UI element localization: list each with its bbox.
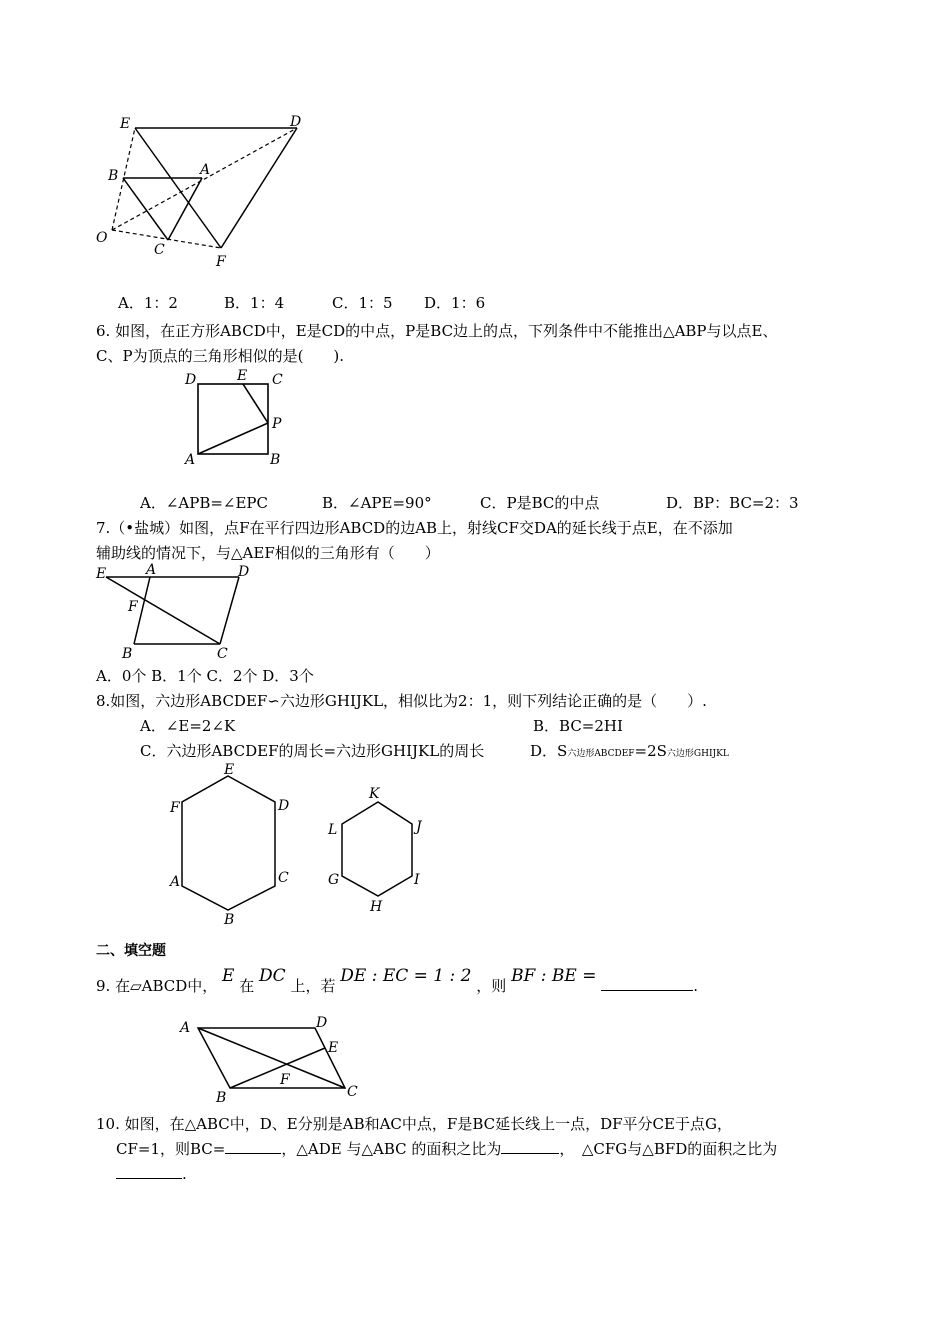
q10-answer-blank-bc[interactable] (225, 1139, 281, 1154)
q9-label-a: A (180, 1020, 191, 1036)
q5-label-d: D (290, 114, 302, 130)
q6-label-p: P (272, 416, 282, 432)
q9-label-d: D (316, 1015, 328, 1031)
q8-option-a: A．∠E=2∠K (140, 717, 236, 735)
section-title-fill-blank: 二、填空题 (96, 943, 166, 959)
q5-line-ef (135, 128, 221, 248)
q8-line1: 8.如图，六边形ABCDEF∽六边形GHIJKL，相似比为2：1，则下列结论正确的是（ ）. (96, 692, 707, 710)
q5-line-ac (168, 178, 202, 240)
q6-line-ap (198, 423, 268, 454)
q6-label-e: E (237, 368, 248, 384)
q10-line2-c: ， △CFG与△BFD的面积之比为 (559, 1140, 778, 1158)
q9-ratio: DE : EC = 1 : 2 (340, 966, 472, 986)
q9-label-f: F (280, 1072, 290, 1088)
q6-square (198, 384, 268, 454)
q9-on2: 上，若 (290, 977, 336, 995)
q9-label-e: E (328, 1040, 339, 1056)
q8-option-d (530, 741, 729, 764)
q9-line (96, 966, 698, 996)
q7-options: A．0个 B．1个 C．2个 D．3个 (96, 667, 314, 685)
q5-option-a: A．1：2 (118, 294, 178, 312)
q9-line-be (230, 1048, 325, 1088)
q9-figure (170, 1012, 370, 1107)
q7-line-dc (220, 577, 239, 644)
q8-hex1-label-a: A (170, 874, 181, 890)
q6-label-c: C (272, 372, 283, 388)
q9-then: ，则 (476, 977, 507, 995)
q6-line-ep (243, 384, 268, 423)
q5-options (118, 293, 485, 313)
q8-hex2-label-j: J (416, 819, 422, 835)
q5-label-c: C (154, 242, 165, 258)
q9-label-c: C (347, 1084, 358, 1100)
q6-label-a: A (185, 452, 196, 468)
q7-line1: 7.（•盐城）如图，点F在平行四边形ABCD的边AB上，射线CF交DA的延长线于点E，在不添加 (96, 519, 733, 537)
q5-line-df (221, 128, 297, 248)
q10-answer-blank-cfg-bfd[interactable] (116, 1164, 182, 1179)
q9-dc: DC (259, 966, 286, 986)
q10-line3 (116, 1164, 187, 1184)
q9-prefix: 9. 在▱ABCD中， (96, 977, 218, 995)
q8-hex1-label-b: B (224, 912, 235, 928)
q7-label-b: B (122, 646, 133, 661)
q7-figure (92, 561, 262, 661)
q8-figure (160, 758, 470, 928)
q6-figure (180, 366, 290, 468)
q5-figure (90, 108, 320, 273)
q10-line2-b: ，△ADE 与△ABC 的面积之比为 (281, 1140, 502, 1158)
q5-option-d: D．1：6 (424, 294, 486, 312)
q9-e: E (222, 966, 235, 986)
q9-line-ac (198, 1028, 345, 1088)
q8-option-c: C．六边形ABCDEF的周长=六边形GHIJKL的周长 (140, 742, 485, 760)
q8-option-d-sub1: 六边形ABCDEF (567, 749, 635, 759)
q7-label-c: C (217, 646, 228, 661)
q10-line3-end: . (182, 1165, 187, 1183)
q7-line-ec (106, 577, 220, 644)
q5-option-c: C．1：5 (332, 294, 393, 312)
q6-line1: 6. 如图，在正方形ABCD中，E是CD的中点，P是BC边上的点，下列条件中不能推出△ABP与以点E、 (96, 322, 778, 340)
q10-line2 (116, 1139, 777, 1159)
q5-label-a: A (200, 162, 211, 178)
q5-dash-od (112, 128, 297, 230)
q7-label-d: D (238, 564, 250, 580)
q8-hexagon-ghijkl (342, 802, 412, 896)
q6-label-b: B (270, 452, 281, 468)
q8-option-b: B．BC=2HI (533, 717, 623, 735)
q8-hex1-label-f: F (170, 800, 180, 816)
q7-label-a: A (146, 562, 157, 578)
q6-option-b: B．∠APE=90° (322, 494, 432, 512)
q8-hex2-label-h: H (370, 899, 383, 915)
q6-line2: C、P为顶点的三角形相似的是( ). (96, 347, 345, 365)
q7-label-e: E (96, 566, 107, 582)
q8-hex1-label-d: D (278, 798, 290, 814)
q6-option-c: C．P是BC的中点 (480, 494, 600, 512)
q8-hex2-label-k: K (369, 786, 380, 802)
q7-line2: 辅助线的情况下，与△AEF相似的三角形有（ ） (96, 544, 440, 562)
q6-option-a: A．∠APB=∠EPC (140, 494, 269, 512)
q7-label-f: F (128, 599, 138, 615)
q8-hex1-label-e: E (224, 762, 235, 778)
q8-option-d-mid: =2S (634, 742, 667, 760)
q9-answer-blank[interactable] (601, 976, 693, 991)
q5-label-o: O (96, 230, 108, 246)
q6-option-d: D．BP：BC=2：3 (666, 494, 799, 512)
q8-hex1-label-c: C (278, 870, 289, 886)
q8-hex2-label-g: G (328, 872, 340, 888)
q8-hexagon-abcdef (182, 776, 275, 910)
q6-options (140, 493, 799, 513)
q10-answer-blank-area-ratio[interactable] (501, 1139, 559, 1154)
q5-line-bc (123, 178, 168, 240)
q9-label-b: B (216, 1090, 227, 1106)
q10-line2-a: CF=1，则BC= (116, 1140, 226, 1158)
q5-label-e: E (120, 116, 131, 132)
q6-label-d: D (185, 372, 197, 388)
q10-line1: 10. 如图，在△ABC中，D、E分别是AB和AC中点，F是BC延长线上一点，DF平分CE于点G， (96, 1115, 732, 1133)
q9-on: 在 (239, 977, 255, 995)
q8-hex2-label-i: I (414, 872, 420, 888)
q9-end: . (693, 977, 698, 995)
q9-bfbe: BF : BE = (511, 966, 597, 986)
q5-label-b: B (108, 168, 119, 184)
q8-hex2-label-l: L (328, 822, 338, 838)
q5-option-b: B．1：4 (224, 294, 285, 312)
q8-option-d-prefix: D．S (530, 742, 568, 760)
q8-option-d-sub2: 六边形GHIJKL (666, 749, 729, 759)
q5-label-f: F (216, 254, 226, 270)
